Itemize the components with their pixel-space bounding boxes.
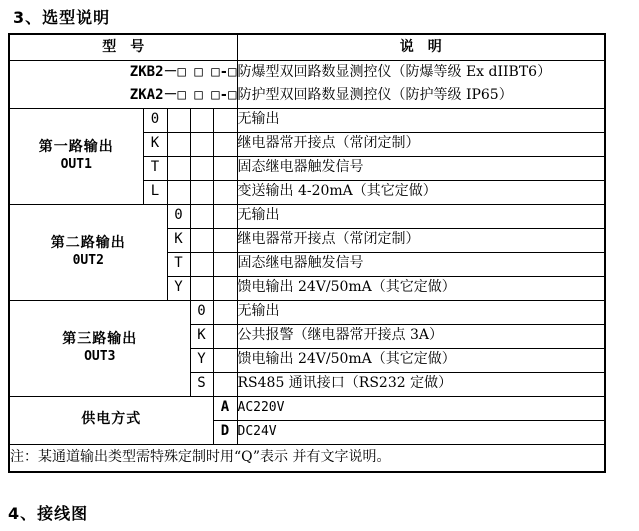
model-code-zka2: ZKA2－□ □ □-□ [9,84,237,108]
empty-cell [190,228,213,252]
empty-cell [190,156,213,180]
out2-code-1: K [167,228,190,252]
empty-cell [213,204,237,228]
out3-desc-2: 馈电输出 24V/50mA（其它定做） [237,348,605,372]
power-row-0 [9,396,605,420]
empty-cell [213,132,237,156]
empty-cell [190,204,213,228]
out3-code-0: 0 [190,300,213,324]
model-selection-table [8,33,606,473]
model-desc-zkb2: 防爆型双回路数显测控仪（防爆等级 Ex dIIBT6） [237,60,605,84]
out1-desc-2: 固态继电器触发信号 [237,156,605,180]
empty-cell [213,228,237,252]
out2-row-0 [9,204,605,228]
out1-label-cell [9,108,143,204]
empty-cell [167,132,190,156]
out2-desc-1: 继电器常开接点（常闭定制） [237,228,605,252]
power-code-0: A [213,396,237,420]
out1-code-0: 0 [143,108,167,132]
model-column-header: 型 号 [9,34,237,60]
empty-cell [213,276,237,300]
out3-desc-1: 公共报警（继电器常开接点 3A） [237,324,605,348]
out2-sublabel: 0UT2 [72,252,104,268]
empty-cell [213,252,237,276]
out2-label: 第二路输出 [50,235,126,252]
out1-row-0 [9,108,605,132]
model-code-zkb2: ZKB2－□ □ □-□ [9,60,237,84]
empty-cell [213,348,237,372]
empty-cell [213,108,237,132]
empty-cell [167,156,190,180]
out1-label: 第一路输出 [38,139,114,156]
empty-cell [213,156,237,180]
empty-cell [213,300,237,324]
empty-cell [190,132,213,156]
empty-cell [190,276,213,300]
out2-desc-3: 馈电输出 24V/50mA（其它定做） [237,276,605,300]
out3-code-3: S [190,372,213,396]
out3-sublabel: OUT3 [84,348,116,364]
out3-label: 第三路输出 [62,331,138,348]
description-column-header: 说 明 [237,34,605,60]
empty-cell [213,324,237,348]
table-note: 注：某通道输出类型需特殊定制时用“Q”表示 并有文字说明。 [9,444,605,472]
out1-code-3: L [143,180,167,204]
out1-desc-3: 变送输出 4-20mA（其它定做） [237,180,605,204]
out3-label-cell [9,300,190,396]
model-row-zkb2 [9,60,605,84]
out1-sublabel: OUT1 [60,156,92,172]
out2-code-0: 0 [167,204,190,228]
out1-code-2: T [143,156,167,180]
power-label-cell [9,396,213,444]
out2-desc-2: 固态继电器触发信号 [237,252,605,276]
note-row [9,444,605,472]
out1-code-1: K [143,132,167,156]
empty-cell [213,180,237,204]
empty-cell [190,108,213,132]
empty-cell [167,108,190,132]
empty-cell [167,180,190,204]
out3-desc-3: RS485 通讯接口（RS232 定做） [237,372,605,396]
model-desc-zka2: 防护型双回路数显测控仪（防护等级 IP65） [237,84,605,108]
model-row-zka2 [9,84,605,108]
out2-label-cell [9,204,167,300]
out1-desc-0: 无输出 [237,108,605,132]
out3-code-1: K [190,324,213,348]
out3-code-2: Y [190,348,213,372]
power-code-1: D [213,420,237,444]
out2-code-3: Y [167,276,190,300]
out1-desc-1: 继电器常开接点（常闭定制） [237,132,605,156]
section-4-heading: 4、接线图 [8,504,89,523]
out2-desc-0: 无输出 [237,204,605,228]
table-header-row [9,34,605,60]
power-desc-1: DC24V [237,420,605,444]
power-desc-0: AC220V [237,396,605,420]
empty-cell [213,372,237,396]
empty-cell [190,252,213,276]
empty-cell [190,180,213,204]
out3-desc-0: 无输出 [237,300,605,324]
out2-code-2: T [167,252,190,276]
out3-row-0 [9,300,605,324]
power-label: 供电方式 [81,411,142,428]
section-3-heading: 3、选型说明 [13,8,111,27]
